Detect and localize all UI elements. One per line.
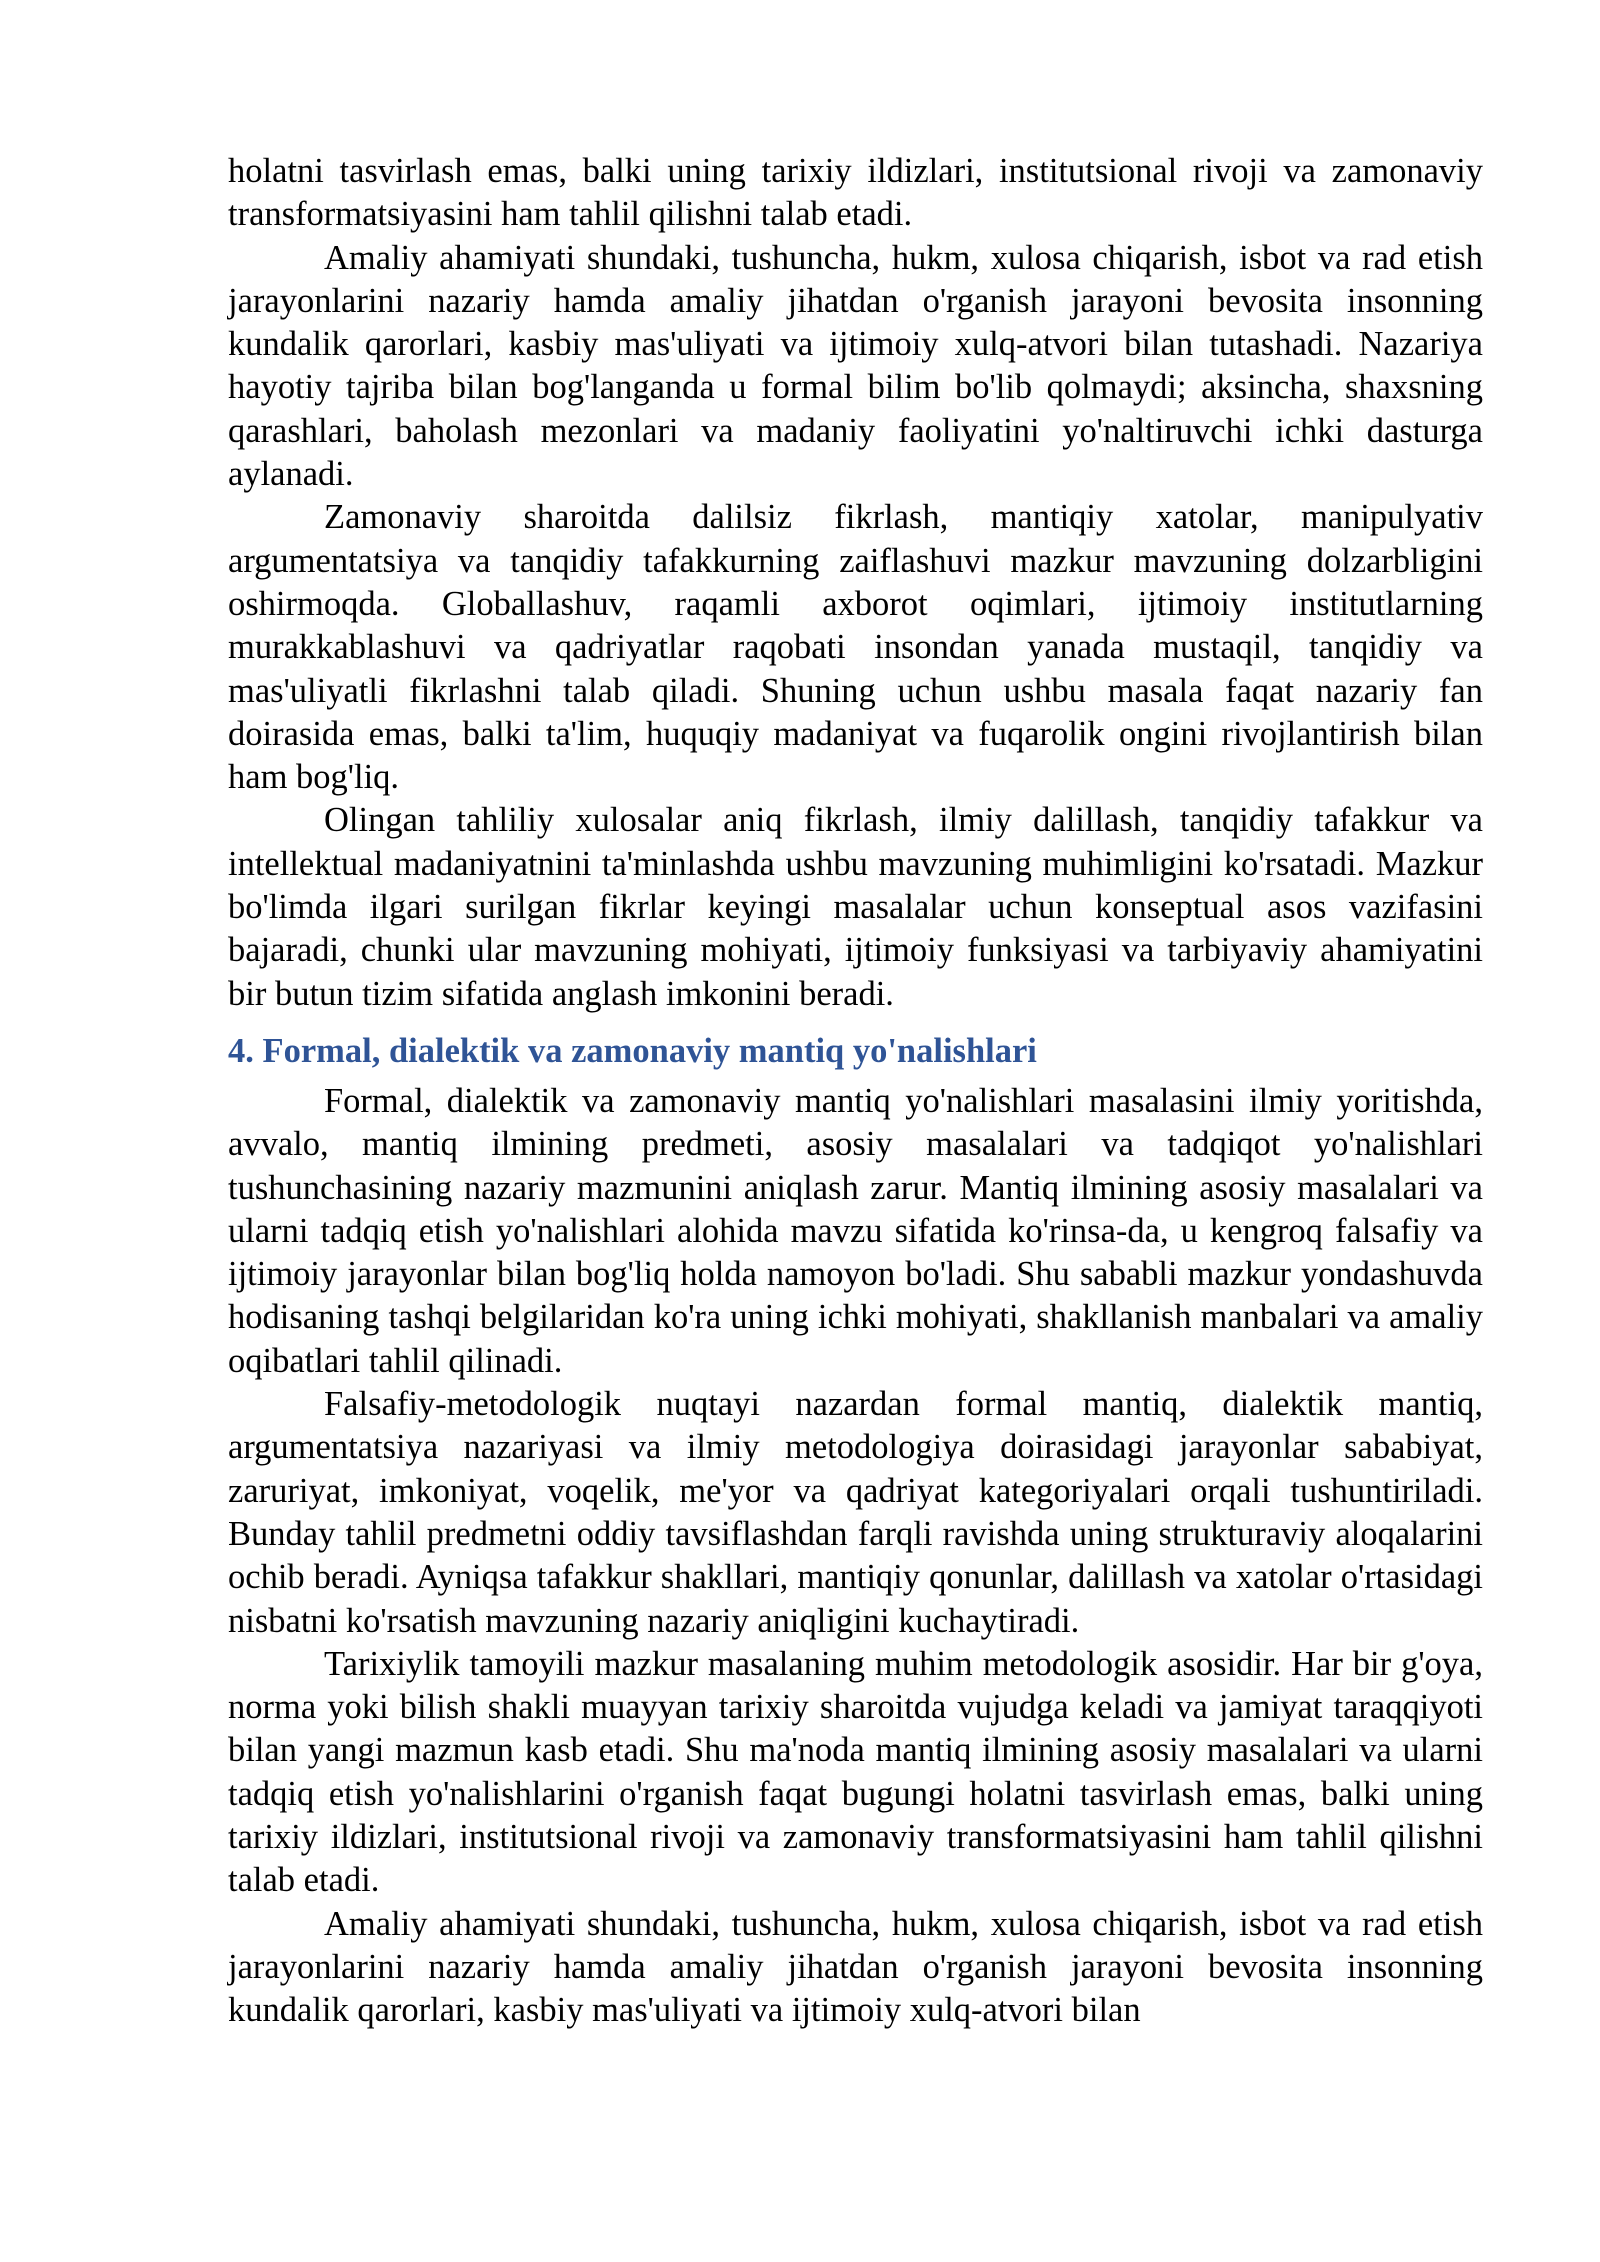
paragraph-continuation: holatni tasvirlash emas, balki uning tarixiy ildizlari, institutsional rivoji va zamonaviy transformatsiyasini ham tahlil qilishni talab etadi. <box>228 152 1483 234</box>
paragraph: Zamonaviy sharoitda dalilsiz fikrlash, mantiqiy xatolar, manipulyativ argumentatsiya va tanqidiy tafakkurning zaiflashuvi mazkur mavzuning dolzarbligini oshirmoqda. Globallashuv, raqamli axborot oqimlari, ijtimoiy institutlarning murakkablashuvi va qadriyatlar raqobati insondan yanada mustaqil, tanqidiy va mas'uliyatli fikrlashni talab qiladi. Shuning uchun ushbu masala faqat nazariy fan doirasida emas, balki ta'lim, huquqiy madaniyat va fuqarolik ongini rivojlantirish bilan ham bog'liq. <box>228 498 1483 797</box>
paragraph: Olingan tahliliy xulosalar aniq fikrlash, ilmiy dalillash, tanqidiy tafakkur va intellektual madaniyatnini ta'minlashda ushbu mavzuning muhimligini ko'rsatadi. Mazkur bo'limda ilgari surilgan fikrlar keyingi masalalar uchun konseptual asos vazifasini bajaradi, chunki ular mavzuning mohiyati, ijtimoiy funksiyasi va tarbiyaviy ahamiyatini bir butun tizim sifatida anglash imkonini beradi. <box>228 801 1483 1013</box>
section-heading: 4. Formal, dialektik va zamonaviy mantiq yo'nalishlari <box>228 1031 1037 1070</box>
paragraph: Amaliy ahamiyati shundaki, tushuncha, hukm, xulosa chiqarish, isbot va rad etish jarayonlarini nazariy hamda amaliy jihatdan o'rganish jarayoni bevosita insonning kundalik qarorlari, kasbiy mas'uliyati va ijtimoiy xulq-atvori bilan tutashadi. Nazariya hayotiy tajriba bilan bog'langanda u formal bilim bo'lib qolmaydi; aksincha, shaxsning qarashlari, baholash mezonlari va madaniy faoliyatini yo'naltiruvchi ichki dasturga aylanadi. <box>228 238 1483 494</box>
paragraph: Falsafiy-metodologik nuqtayi nazardan formal mantiq, dialektik mantiq, argumentatsiya nazariyasi va ilmiy metodologiya doirasidagi jarayonlar sababiyat, zaruriyat, imkoniyat, voqelik, me'yor va qadriyat kategoriyalari orqali tushuntiriladi. Bunday tahlil predmetni oddiy tavsiflashdan farqli ravishda uning strukturaviy aloqalarini ochib beradi. Ayniqsa tafakkur shakllari, mantiqiy qonunlar, dalillash va xatolar o'rtasidagi nisbatni ko'rsatish mavzuning nazariy aniqligini kuchaytiradi. <box>228 1385 1483 1640</box>
document-page <box>228 150 1483 2032</box>
paragraph: Tarixiylik tamoyili mazkur masalaning muhim metodologik asosidir. Har bir g'oya, norma yoki bilish shakli muayyan tarixiy sharoitda vujudga keladi va jamiyat taraqqiyoti bilan yangi mazmun kasb etadi. Shu ma'noda mantiq ilmining asosiy masalalari va ularni tadqiq etish yo'nalishlarini o'rganish faqat bugungi holatni tasvirlash emas, balki uning tarixiy ildizlari, institutsional rivoji va zamonaviy transformatsiyasini ham tahlil qilishni talab etadi. <box>228 1644 1483 1900</box>
paragraph: Formal, dialektik va zamonaviy mantiq yo'nalishlari masalasini ilmiy yoritishda, avvalo, mantiq ilmining predmeti, asosiy masalalari va tadqiqot yo'nalishlari tushunchasining nazariy mazmunini aniqlash zarur. Mantiq ilmining asosiy masalalari va ularni tadqiq etish yo'nalishlari alohida mavzu sifatida ko'rinsa-da, u kengroq falsafiy va ijtimoiy jarayonlar bilan bog'liq holda namoyon bo'ladi. Shu sababli mazkur yondashuvda hodisaning tashqi belgilaridan ko'ra uning ichki mohiyati, shakllanish manbalari va amaliy oqibatlari tahlil qilinadi. <box>228 1081 1483 1380</box>
paragraph-cut-off: Amaliy ahamiyati shundaki, tushuncha, hukm, xulosa chiqarish, isbot va rad etish jarayonlarini nazariy hamda amaliy jihatdan o'rganish jarayoni bevosita insonning kundalik qarorlari, kasbiy mas'uliyati va ijtimoiy xulq-atvori bilan <box>228 1904 1483 2030</box>
